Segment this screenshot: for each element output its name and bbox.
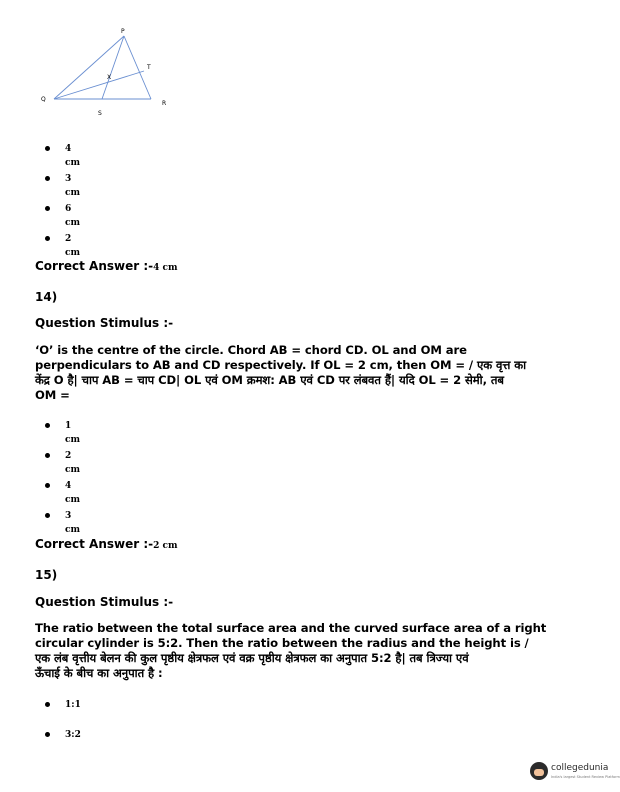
bullet-icon [45, 176, 50, 181]
triangle-diagram [38, 26, 178, 122]
logo-tagline: India's largest Student Review Platform [551, 775, 620, 779]
side-qp [54, 36, 124, 99]
bullet-icon [45, 513, 50, 518]
bullet-icon [45, 732, 50, 737]
q15-number: 15) [35, 568, 58, 582]
q14-stimulus-label: Question Stimulus :- [35, 316, 174, 330]
q14-number: 14) [35, 290, 58, 304]
label-x: X [107, 74, 112, 81]
bullet-icon [45, 146, 50, 151]
q14-question-text: ‘O’ is the centre of the circle. Chord AB = chord CD. OL and OM are perpendiculars to AB and CD respectively. If OL = 2 cm, then OM = / एक वृत्त का केंद्र O है| चाप AB = चाप CD| OL एवं OM क्रमश: AB एवं CD पर लंबवत हैं| यदि OL = 2 सेमी, तब OM = [35, 343, 527, 402]
label-p: P [121, 28, 125, 35]
bullet-icon [45, 206, 50, 211]
bullet-icon [45, 236, 50, 241]
mascot-icon [530, 762, 548, 780]
bullet-icon [45, 702, 50, 707]
label-t: T [147, 64, 151, 71]
label-s: S [98, 110, 102, 117]
bullet-icon [45, 423, 50, 428]
collegedunia-logo[interactable] [530, 760, 620, 784]
triangle-figure [38, 26, 178, 122]
label-r: R [162, 100, 167, 107]
cevian-qt [54, 71, 144, 99]
bullet-icon [45, 453, 50, 458]
q14-correct-answer: Correct Answer :-2 cm [35, 537, 178, 551]
q15-question-text: The ratio between the total surface area and the curved surface area of a right circular cylinder is 5:2. Then the ratio between the radius and the height is / एक लंब वृत्तीय बेलन की कुल पृष्ठीय क्षेत्रफल एवं वक्र पृष्ठीय क्षेत्रफल का अनुपात 5:2 है| तब त्रिज्या एवं ऊँचाई के बीच का अनुपात है : [35, 621, 547, 680]
label-q: Q [41, 96, 46, 103]
q13-correct-answer: Correct Answer :-4 cm [35, 259, 178, 273]
logo-brand: collegedunia [551, 763, 609, 773]
bullet-icon [45, 483, 50, 488]
q15-stimulus-label: Question Stimulus :- [35, 595, 174, 609]
